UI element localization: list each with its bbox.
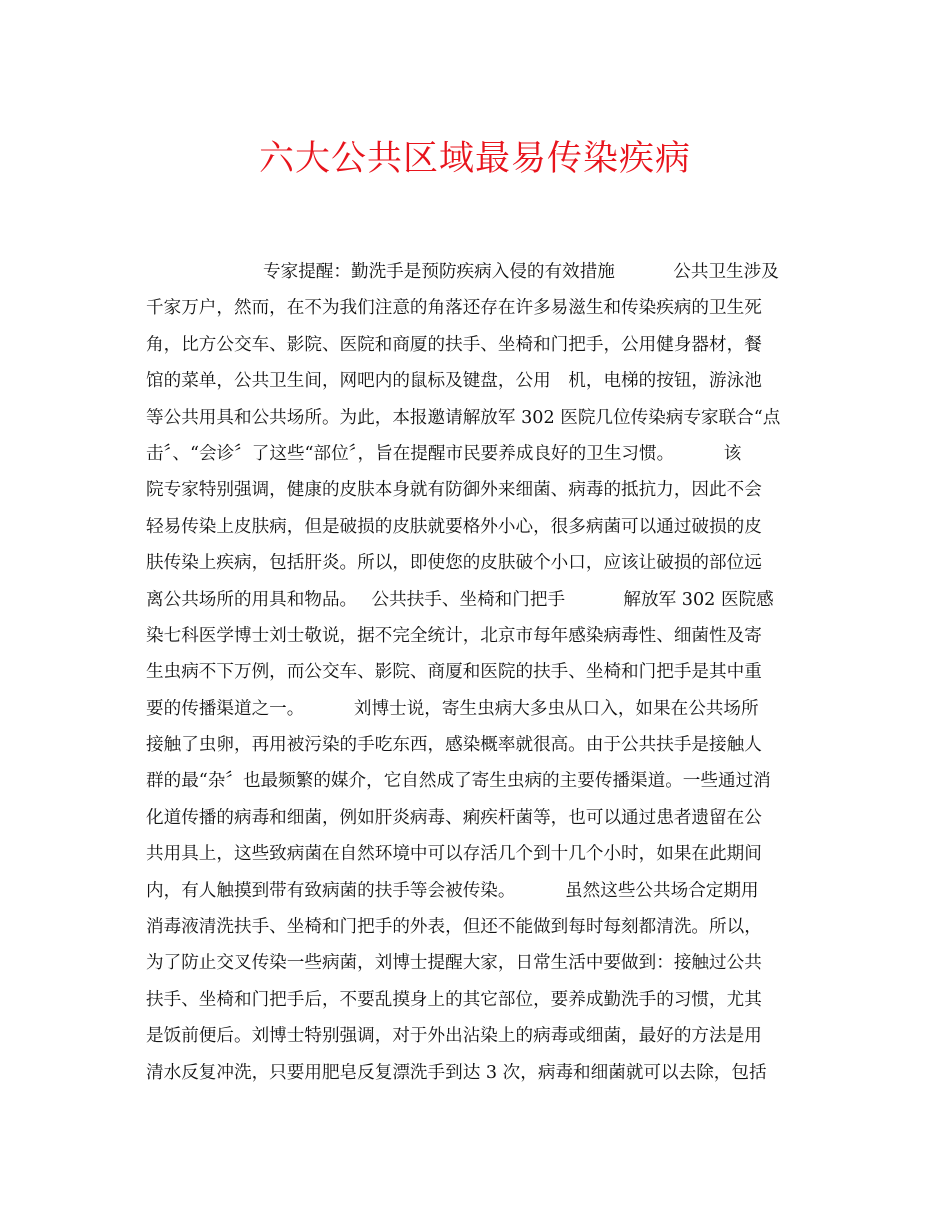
body-line: 化道传播的病毒和细菌，例如肝炎病毒、痢疾杆菌等，也可以通过患者遗留在公	[146, 807, 762, 828]
body-line: 生虫病不下万例，而公交车、影院、商厦和医院的扶手、坐椅和门把手是其中重	[146, 662, 762, 683]
body-line: 轻易传染上皮肤病，但是破损的皮肤就要格外小心，很多病菌可以通过破损的皮	[146, 516, 762, 537]
body-line: 院专家特别强调，健康的皮肤本身就有防御外来细菌、病毒的抵抗力，因此不会	[146, 480, 762, 501]
body-line: 专家提醒：勤洗手是预防疾病入侵的有效措施 公共卫生涉及	[263, 262, 779, 282]
body-line: 共用具上，这些致病菌在自然环境中可以存活几个到十几个小时，如果在此期间	[146, 844, 762, 865]
document-title: 六大公共区域最易传染疾病	[258, 139, 691, 179]
body-line: 角，比方公交车、影院、医院和商厦的扶手、坐椅和门把手，公用健身器材，餐	[146, 334, 762, 355]
body-line: 扶手、坐椅和门把手后，不要乱摸身上的其它部位，要养成勤洗手的习惯，尤其	[146, 989, 762, 1010]
body-line: 是饭前便后。刘博士特别强调，对于外出沾染上的病毒或细菌，最好的方法是用	[146, 1026, 762, 1047]
body-line: 接触了虫卵，再用被污染的手吃东西，感染概率就很高。由于公共扶手是接触人	[146, 735, 762, 756]
body-line: 为了防止交叉传染一些病菌，刘博士提醒大家，日常生活中要做到：接触过公共	[146, 953, 762, 974]
body-line: 染七科医学博士刘士敬说，据不完全统计，北京市每年感染病毒性、细菌性及寄	[146, 625, 762, 646]
body-line: 内，有人触摸到带有致病菌的扶手等会被传染。 虽然这些公共场合定期用	[146, 880, 759, 901]
body-line: 群的最“杂〞也最频繁的媒介，它自然成了寄生虫病的主要传播渠道。一些通过消	[146, 771, 771, 792]
document-body	[146, 254, 816, 1091]
body-line: 要的传播渠道之一。 刘博士说，寄生虫病大多虫从口入，如果在公共场所	[146, 698, 759, 719]
body-line: 等公共用具和公共场所。为此，本报邀请解放军 302 医院几位传染病专家联合“点	[146, 407, 781, 428]
body-line: 肤传染上疾病，包括肝炎。所以，即使您的皮肤破个小口，应该让破损的部位远	[146, 553, 762, 574]
body-line: 击〞、“会诊〞了这些“部位〞，旨在提醒市民要养成良好的卫生习惯。 该	[146, 443, 742, 464]
body-line: 消毒液清洗扶手、坐椅和门把手的外表，但还不能做到每时每刻都清洗。所以，	[146, 917, 762, 938]
body-line: 清水反复冲洗，只要用肥皂反复漂洗手到达 3 次，病毒和细菌就可以去除，包括	[146, 1062, 767, 1083]
body-line: 馆的菜单，公共卫生间，网吧内的鼠标及键盘，公用 机，电梯的按钮，游泳池	[146, 371, 762, 392]
body-line: 千家万户，然而，在不为我们注意的角落还存在许多易滋生和传染疾病的卫生死	[146, 298, 762, 319]
body-line: 离公共场所的用具和物品。 公共扶手、坐椅和门把手 解放军 302 医院感	[146, 589, 774, 610]
